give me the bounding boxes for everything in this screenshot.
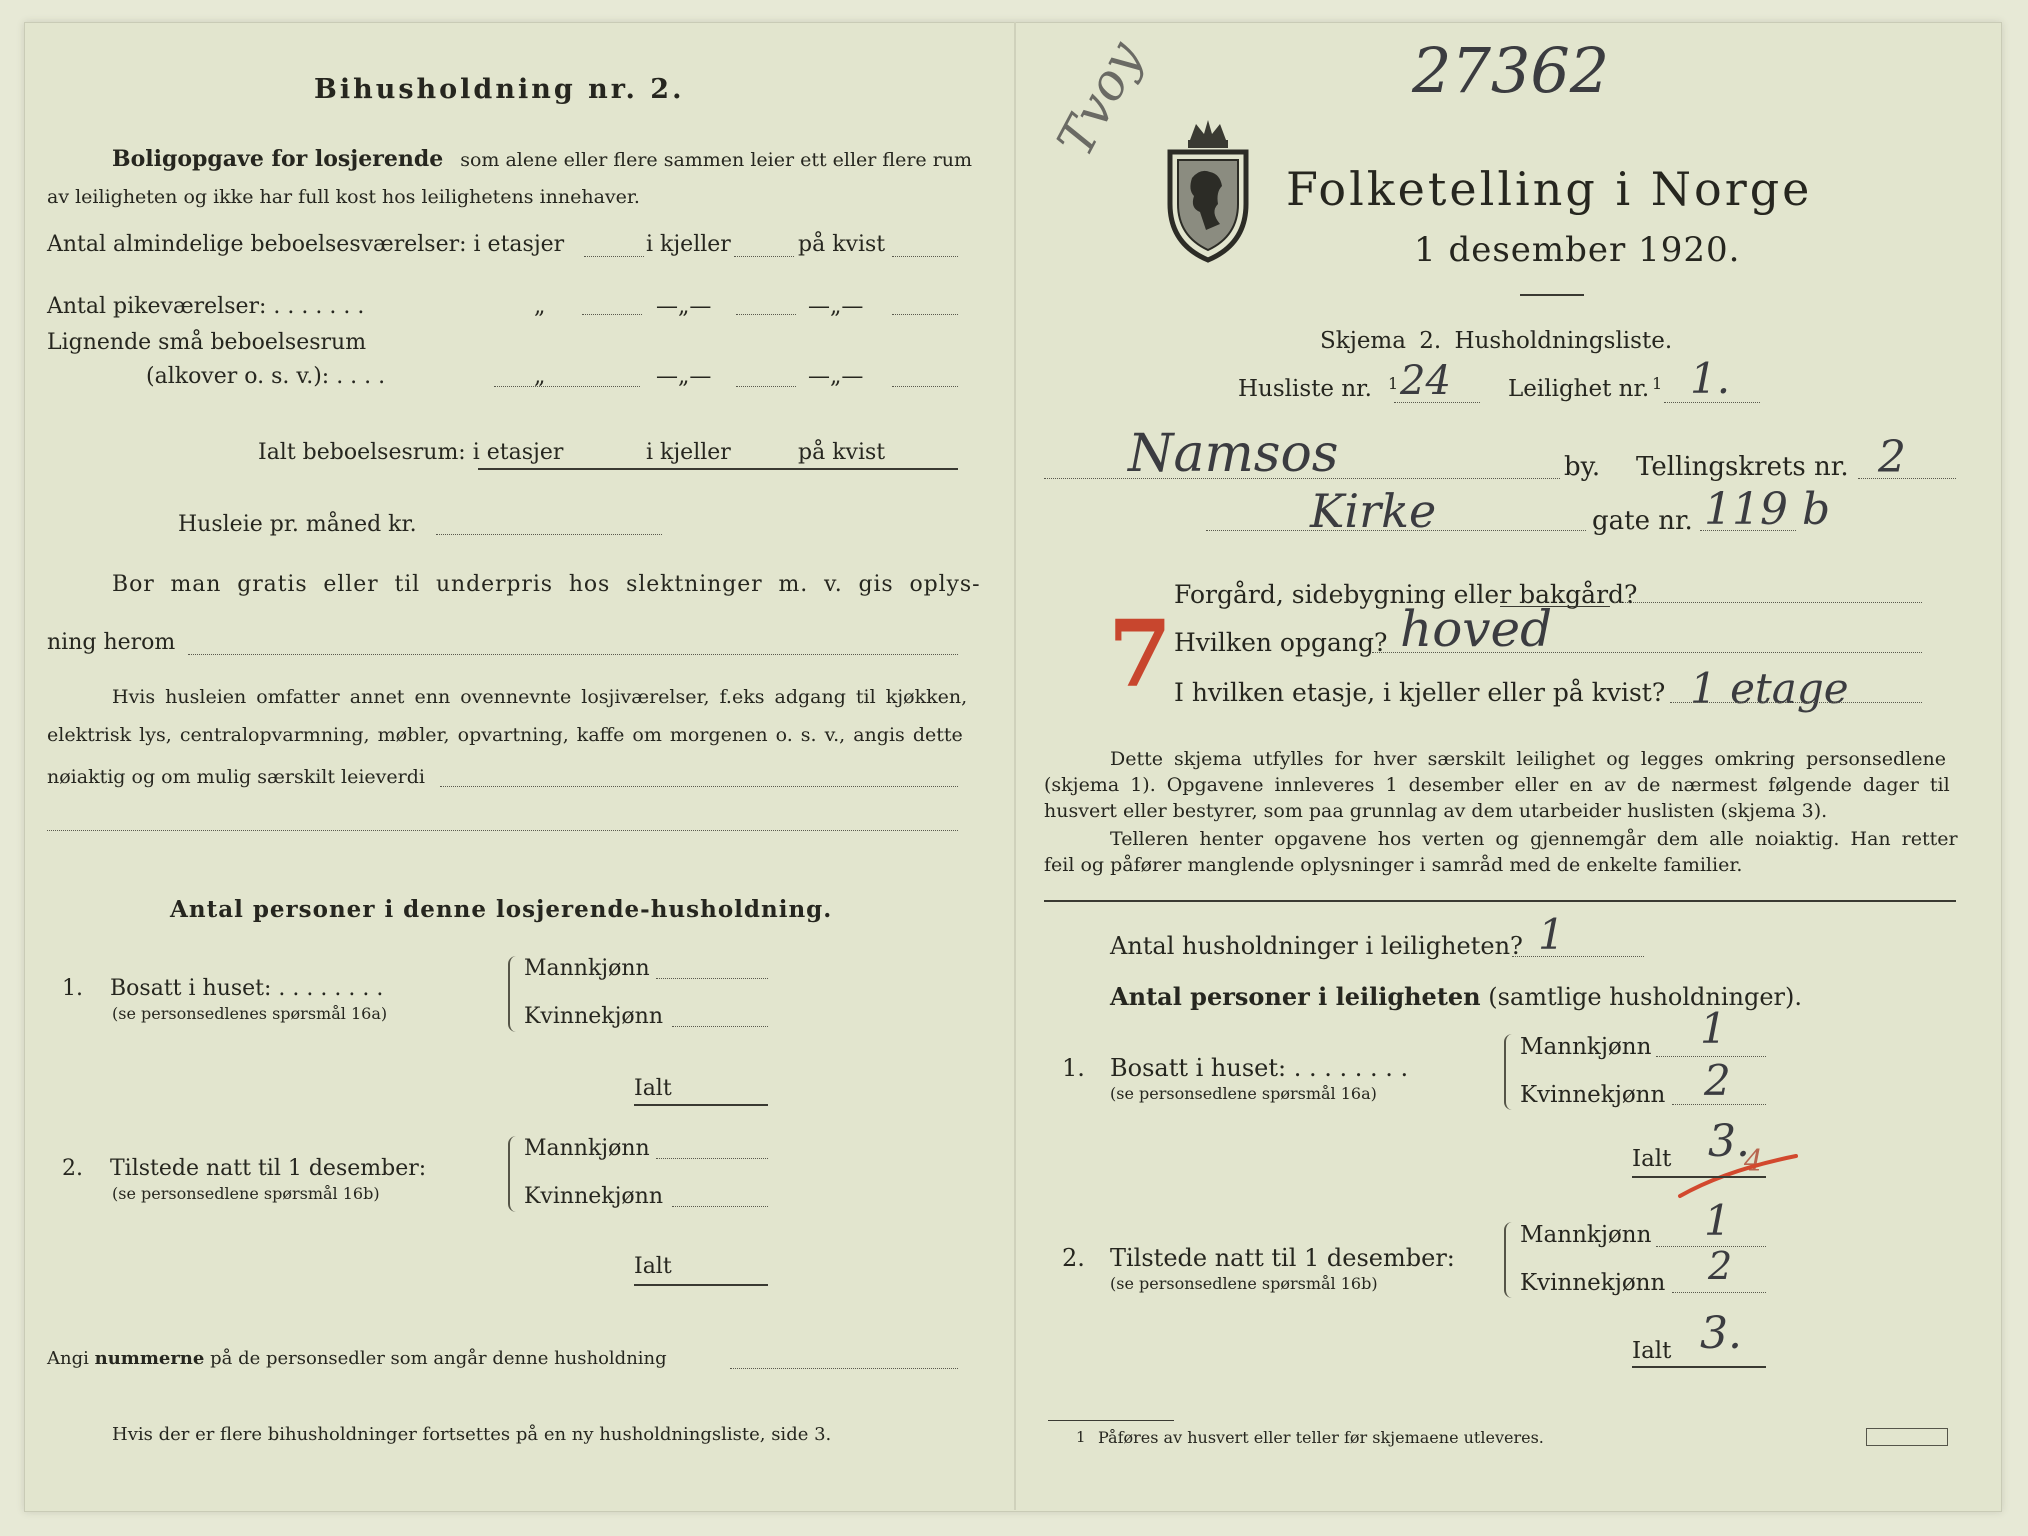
- leilighet-label: Leilighet nr.: [1508, 376, 1650, 402]
- rooms-kjeller-label: i kjeller: [646, 232, 731, 257]
- right-q2-label: Tilstede natt til 1 desember:: [1110, 1244, 1455, 1272]
- pike-label: Antal pikeværelser: . . . . . . .: [47, 294, 365, 319]
- angi-rest: på de personsedler som angår denne husholdning: [210, 1348, 667, 1369]
- persons-heading: Antal personer i denne losjerende-husholdning.: [170, 896, 833, 923]
- right-q1-kvinne-value[interactable]: 2: [1704, 1056, 1731, 1105]
- right-q2-ialt: Ialt: [1632, 1338, 1672, 1364]
- krets-label: Tellingskrets nr.: [1636, 452, 1849, 482]
- households-value[interactable]: 1: [1538, 910, 1565, 959]
- krets-field[interactable]: [1858, 478, 1956, 479]
- krets-value[interactable]: 2: [1878, 432, 1906, 483]
- persons-bold: Antal personer i leiligheten: [1110, 982, 1481, 1011]
- right-q1-ialt-value[interactable]: 3.: [1708, 1116, 1750, 1167]
- leilighet-value[interactable]: 1.: [1690, 354, 1731, 403]
- rooms-label: Antal almindelige beboelsesværelser: i etasjer: [47, 232, 565, 257]
- footnote-rule: [1048, 1420, 1174, 1421]
- right-q2-kvinne-value[interactable]: 2: [1708, 1244, 1733, 1288]
- right-q1-num: 1.: [1062, 1054, 1085, 1082]
- husliste-field[interactable]: [1394, 402, 1480, 403]
- left-q2-num: 2.: [62, 1156, 83, 1181]
- extra-text-2: elektrisk lys, centralopvarmning, møbler, opvartning, kaffe om morgenen o. s. v., angis dette: [47, 724, 963, 746]
- small-etasjer-field[interactable]: [494, 386, 640, 387]
- extra-text-3: nøiaktig og om mulig særskilt leieverdi: [47, 766, 425, 788]
- right-q2-num: 2.: [1062, 1244, 1085, 1272]
- rooms-kvist-label: på kvist: [798, 232, 886, 257]
- extra-text-field-2[interactable]: [47, 830, 958, 831]
- small-rooms-label-1: Lignende små beboelsesrum: [47, 330, 367, 355]
- title-rule: [1520, 294, 1584, 296]
- pike-ditto-3: —„—: [808, 294, 864, 319]
- city-value[interactable]: Namsos: [1128, 424, 1339, 484]
- rooms-etasjer-field[interactable]: [584, 256, 644, 257]
- left-q1-sub: (se personsedlenes spørsmål 16a): [112, 1004, 388, 1023]
- forgard-field[interactable]: [1614, 602, 1922, 603]
- footnote-mark: 1: [1076, 1428, 1086, 1446]
- persons-line: [1110, 982, 1802, 1011]
- archive-number: 27362: [1412, 34, 1610, 107]
- intro-rest: som alene eller flere sammen leier ett eller flere rum: [460, 149, 973, 171]
- households-label: Antal husholdninger i leiligheten?: [1110, 932, 1523, 960]
- left-q1-brace: [508, 956, 522, 1032]
- left-q2-ialt-rule: [634, 1284, 768, 1286]
- gate-field[interactable]: [1700, 530, 1796, 531]
- rent-field[interactable]: [436, 534, 662, 535]
- leilighet-footnote-mark: 1: [1652, 374, 1663, 393]
- right-q2-ialt-rule: [1632, 1366, 1766, 1368]
- etasje-field[interactable]: [1670, 702, 1922, 703]
- opgang-field[interactable]: [1372, 652, 1922, 653]
- small-kjeller-field[interactable]: [736, 386, 796, 387]
- census-date: 1 desember 1920.: [1414, 230, 1741, 270]
- instr-line-5: feil og påfører manglende oplysninger i samråd med de enkelte familier.: [1044, 854, 1743, 876]
- instr-line-3: husvert eller bestyrer, som paa grunnlag av dem utarbeider huslisten (skjema 3).: [1044, 800, 1828, 822]
- right-q2-kvinne-field[interactable]: [1672, 1292, 1766, 1293]
- pike-etasjer-field[interactable]: [582, 314, 642, 315]
- right-q1-kvinne: Kvinnekjønn: [1520, 1082, 1666, 1108]
- right-q1-brace: [1504, 1034, 1518, 1110]
- free-text-2: ning herom: [47, 630, 176, 655]
- pike-kjeller-field[interactable]: [736, 314, 796, 315]
- by-label: by.: [1564, 452, 1601, 482]
- street-value[interactable]: Kirke: [1310, 484, 1437, 538]
- left-q2-kvinne-field[interactable]: [672, 1206, 768, 1207]
- small-rooms-label-2: (alkover o. s. v.): . . . .: [146, 364, 386, 389]
- pike-ditto-2: —„—: [656, 294, 712, 319]
- rooms-kvist-field[interactable]: [892, 256, 958, 257]
- page-fold: [1014, 22, 1016, 1510]
- ialt-rooms-rule: [478, 468, 958, 470]
- left-q2-kvinne: Kvinnekjønn: [524, 1184, 663, 1209]
- etasje-value[interactable]: 1 etage: [1690, 664, 1849, 713]
- extra-text-1: Hvis husleien omfatter annet enn ovennevnte losjiværelser, f.eks adgang til kjøkken,: [112, 686, 968, 708]
- margin-note: Tvoy: [1046, 32, 1154, 166]
- left-q1-num: 1.: [62, 976, 83, 1001]
- free-text-field[interactable]: [188, 654, 958, 655]
- left-q1-label: Bosatt i huset: . . . . . . . .: [110, 976, 384, 1001]
- right-q2-kvinne: Kvinnekjønn: [1520, 1270, 1666, 1296]
- instr-line-1: Dette skjema utfylles for hver særskilt leilighet og legges omkring personsedlene: [1110, 748, 1946, 770]
- rooms-kjeller-field[interactable]: [734, 256, 794, 257]
- left-q1-mann: Mannkjønn: [524, 956, 650, 981]
- schema-label: Skjema 2. Husholdningsliste.: [1320, 328, 1673, 354]
- pike-ditto-1: „: [534, 294, 546, 319]
- persons-rest: (samtlige husholdninger).: [1488, 983, 1803, 1011]
- right-q1-ialt: Ialt: [1632, 1146, 1672, 1172]
- left-q1-ialt: Ialt: [634, 1076, 672, 1101]
- left-q2-mann: Mannkjønn: [524, 1136, 650, 1161]
- forgard-label: Forgård, sidebygning eller bakgård?: [1174, 580, 1638, 609]
- instr-line-2: (skjema 1). Opgavene innleveres 1 desember eller en av de nærmest følgende dager til: [1044, 774, 1950, 796]
- husliste-footnote-mark: 1: [1388, 374, 1399, 393]
- intro-bold: Boligopgave for losjerende: [112, 146, 444, 172]
- main-title: Folketelling i Norge: [1286, 162, 1813, 216]
- left-q1-mann-field[interactable]: [656, 978, 768, 979]
- coat-of-arms-icon: [1160, 112, 1256, 264]
- left-q2-label: Tilstede natt til 1 desember:: [110, 1156, 427, 1181]
- husliste-label: Husliste nr.: [1238, 376, 1372, 402]
- right-q1-kvinne-field[interactable]: [1672, 1104, 1766, 1105]
- intro-line-2: av leiligheten og ikke har full kost hos leilighetens innehaver.: [47, 186, 640, 208]
- small-kvist-field[interactable]: [892, 386, 958, 387]
- gate-value[interactable]: 119 b: [1704, 484, 1831, 535]
- left-q2-brace: [508, 1136, 522, 1212]
- left-footer: Hvis der er flere bihusholdninger fortsettes på en ny husholdningsliste, side 3.: [112, 1424, 832, 1445]
- red-mark: 7: [1108, 600, 1173, 708]
- right-q2-sub: (se personsedlene spørsmål 16b): [1110, 1274, 1378, 1293]
- ialt-kjeller-label: i kjeller: [646, 440, 731, 465]
- angi-field[interactable]: [730, 1368, 958, 1369]
- right-q1-label: Bosatt i huset: . . . . . . . .: [1110, 1054, 1409, 1082]
- small-ditto-3: —„—: [808, 364, 864, 389]
- left-q1-kvinne: Kvinnekjønn: [524, 1004, 663, 1029]
- angi-bold: nummerne: [94, 1348, 205, 1369]
- right-q2-mann: Mannkjønn: [1520, 1222, 1652, 1248]
- small-ditto-2: —„—: [656, 364, 712, 389]
- extra-text-field[interactable]: [440, 786, 958, 787]
- instr-rule: [1044, 900, 1956, 902]
- left-q2-mann-field[interactable]: [656, 1158, 768, 1159]
- right-q2-ialt-value[interactable]: 3.: [1700, 1308, 1742, 1359]
- left-q2-ialt: Ialt: [634, 1254, 672, 1279]
- rent-label: Husleie pr. måned kr.: [178, 512, 417, 537]
- ialt-rooms-label: Ialt beboelsesrum: i etasjer: [258, 440, 564, 465]
- printer-mark: [1866, 1428, 1948, 1446]
- ialt-kvist-label: på kvist: [798, 440, 886, 465]
- leilighet-field[interactable]: [1664, 402, 1760, 403]
- left-title: Bihusholdning nr. 2.: [314, 74, 685, 105]
- instr-line-4: Telleren henter opgavene hos verten og gjennemgår dem alle noiaktig. Han retter: [1110, 828, 1958, 850]
- right-q1-sub: (se personsedlene spørsmål 16a): [1110, 1084, 1377, 1103]
- small-ditto-1: „: [534, 364, 546, 389]
- intro-line-1: [112, 146, 972, 172]
- city-field[interactable]: [1044, 478, 1560, 479]
- households-field[interactable]: [1512, 956, 1644, 957]
- right-q1-mann: Mannkjønn: [1520, 1034, 1652, 1060]
- left-q1-kvinne-field[interactable]: [672, 1026, 768, 1027]
- right-q2-mann-value[interactable]: 1: [1704, 1196, 1731, 1245]
- footnote-text: Påføres av husvert eller teller før skjemaene utleveres.: [1098, 1428, 1544, 1447]
- angi-pre: Angi: [47, 1348, 89, 1369]
- left-q2-sub: (se personsedlene spørsmål 16b): [112, 1184, 380, 1203]
- opgang-label: Hvilken opgang?: [1174, 628, 1388, 657]
- pike-kvist-field[interactable]: [892, 314, 958, 315]
- etasje-label: I hvilken etasje, i kjeller eller på kvist?: [1174, 678, 1666, 707]
- right-q1-struck-value: 4: [1744, 1144, 1764, 1179]
- opgang-value[interactable]: hoved: [1400, 600, 1553, 658]
- right-q2-brace: [1504, 1222, 1518, 1298]
- husliste-value[interactable]: 24: [1400, 358, 1451, 404]
- free-text-1: Bor man gratis eller til underpris hos slektninger m. v. gis oplys-: [112, 572, 981, 597]
- right-q1-mann-value[interactable]: 1: [1700, 1004, 1727, 1053]
- street-field[interactable]: [1206, 530, 1586, 531]
- angi-text: [47, 1348, 667, 1369]
- left-q1-ialt-rule: [634, 1104, 768, 1106]
- gate-label: gate nr.: [1592, 506, 1693, 536]
- right-q1-ialt-rule: [1632, 1176, 1766, 1178]
